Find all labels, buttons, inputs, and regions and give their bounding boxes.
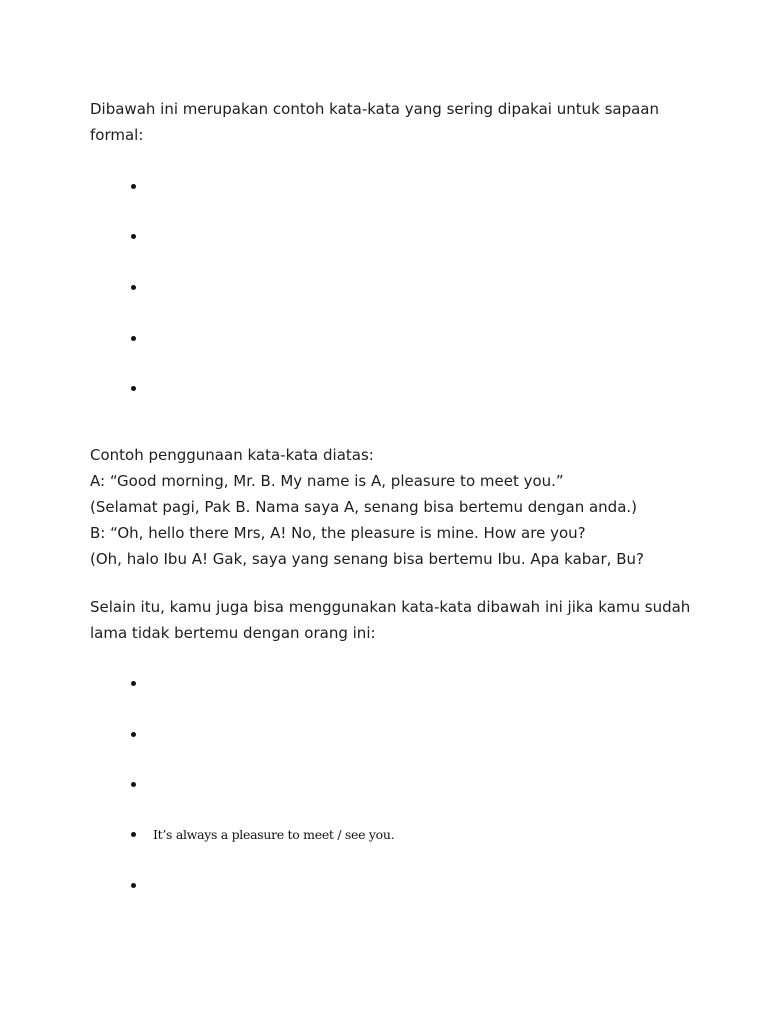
example-line-b: B: “Oh, hello there Mrs, A! No, the pleasure is mine. How are you? [90, 524, 586, 542]
bullet-icon [131, 336, 136, 341]
second-intro-line-2: lama tidak bertemu dengan orang ini: [90, 624, 376, 642]
bullet-icon [131, 883, 136, 888]
bullet-icon [131, 285, 136, 290]
list-item [131, 724, 153, 744]
list-item [131, 277, 153, 297]
list-item [131, 176, 153, 196]
list-item [131, 875, 153, 895]
intro-line-1: Dibawah ini merupakan contoh kata-kata yang sering dipakai untuk sapaan [90, 100, 659, 118]
bullet-icon [131, 184, 136, 189]
bullet-icon [131, 732, 136, 737]
example-paragraph [90, 442, 690, 572]
example-heading: Contoh penggunaan kata-kata diatas: [90, 446, 374, 464]
intro-paragraph [90, 96, 690, 148]
bullet-icon [131, 234, 136, 239]
bullet-icon [131, 832, 136, 837]
list-item [131, 824, 394, 844]
second-intro-line-1: Selain itu, kamu juga bisa menggunakan kata-kata dibawah ini jika kamu sudah [90, 598, 691, 616]
example-line-a-translation: (Selamat pagi, Pak B. Nama saya A, senang bisa bertemu dengan anda.) [90, 498, 638, 516]
list-item [131, 378, 153, 398]
bullet-icon [131, 386, 136, 391]
list-item-text: It’s always a pleasure to meet / see you. [153, 826, 395, 842]
example-line-b-translation: (Oh, halo Ibu A! Gak, saya yang senang bisa bertemu Ibu. Apa kabar, Bu? [90, 550, 644, 568]
example-line-a: A: “Good morning, Mr. B. My name is A, pleasure to meet you.” [90, 472, 564, 490]
bullet-icon [131, 681, 136, 686]
list-item [131, 774, 153, 794]
list-item [131, 226, 153, 246]
bullet-icon [131, 782, 136, 787]
list-item [131, 673, 153, 693]
intro-line-2: formal: [90, 126, 144, 144]
second-intro-paragraph [90, 594, 690, 646]
list-item [131, 328, 153, 348]
